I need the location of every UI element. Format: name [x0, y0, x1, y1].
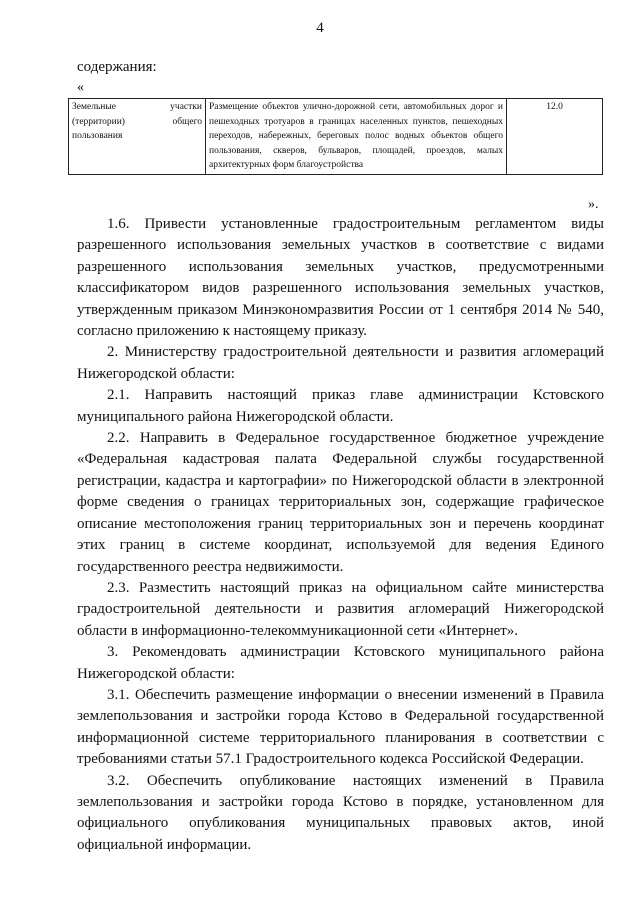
- paragraph-2-1: 2.1. Направить настоящий приказ главе администрации Кстовского муниципального района Нижегородской области.: [77, 387, 604, 425]
- page-number: 4: [316, 20, 324, 36]
- paragraph-3-2: 3.2. Обеспечить опубликование настоящих изменений в Правила землепользования и застройки города Кстово в порядке, установленном для официального опубликования муниципальных правовых актов, иной официальной информации.: [77, 772, 604, 853]
- body-text: [77, 214, 604, 856]
- table-cell-description: Размещение объектов улично-дорожной сети, автомобильных дорог и пешеходных тротуаров в границах населенных пунктов, пешеходных переходов, набережных, береговых полос водных объектов общего пользования, скверов, бульваров, площадей, проездов, малых архитектурных форм благоустройства: [206, 99, 507, 175]
- paragraph-3: 3. Рекомендовать администрации Кстовского муниципального района Нижегородской области:: [77, 644, 604, 682]
- table-row: [69, 99, 603, 175]
- paragraph-3-1: 3.1. Обеспечить размещение информации о внесении изменений в Правила землепользования и застройки города Кстово в Федеральной государственной информационной системе территориального планирования в соответствии с требованиями статьи 57.1 Градостроительного кодекса Российской Федерации.: [77, 686, 604, 768]
- land-use-table: [68, 98, 603, 175]
- paragraph-2-3: 2.3. Разместить настоящий приказ на официальном сайте министерства градостроительной деятельности и развития агломераций Нижегородской области в информационно-телекоммуникационной сети «Интернет».: [77, 579, 604, 639]
- open-quote: «: [77, 80, 84, 95]
- lead-text: содержания:: [77, 59, 157, 75]
- paragraph-1-6: 1.6. Привести установленные градостроительным регламентом виды разрешенного использования земельных участков в соответствие с видами разрешенного использования земельных участков, предусмотренными классификатором видов разрешенного использования земельных участков, утвержденным приказом Минэкономразвития России от 1 сентября 2014 № 540, согласно приложению к настоящему приказу.: [77, 216, 604, 340]
- table-cell-code: 12.0: [507, 99, 603, 175]
- paragraph-2: 2. Министерству градостроительной деятельности и развития агломераций Нижегородской области:: [77, 344, 604, 382]
- close-quote: ».: [588, 197, 599, 212]
- paragraph-2-2: 2.2. Направить в Федеральное государственное бюджетное учреждение «Федеральная кадастровая палата Федеральной службы государственной регистрации, кадастра и картографии» по Нижегородской области в электронной форме сведения о границах территориальных зон, содержащие графическое описание местоположения границ территориальных зон и перечень координат этих границ в системе координат, используемой для ведения Единого государственного реестра недвижимости.: [77, 430, 604, 575]
- table-cell-name: Земельные участки (территории) общего пользования: [69, 99, 206, 175]
